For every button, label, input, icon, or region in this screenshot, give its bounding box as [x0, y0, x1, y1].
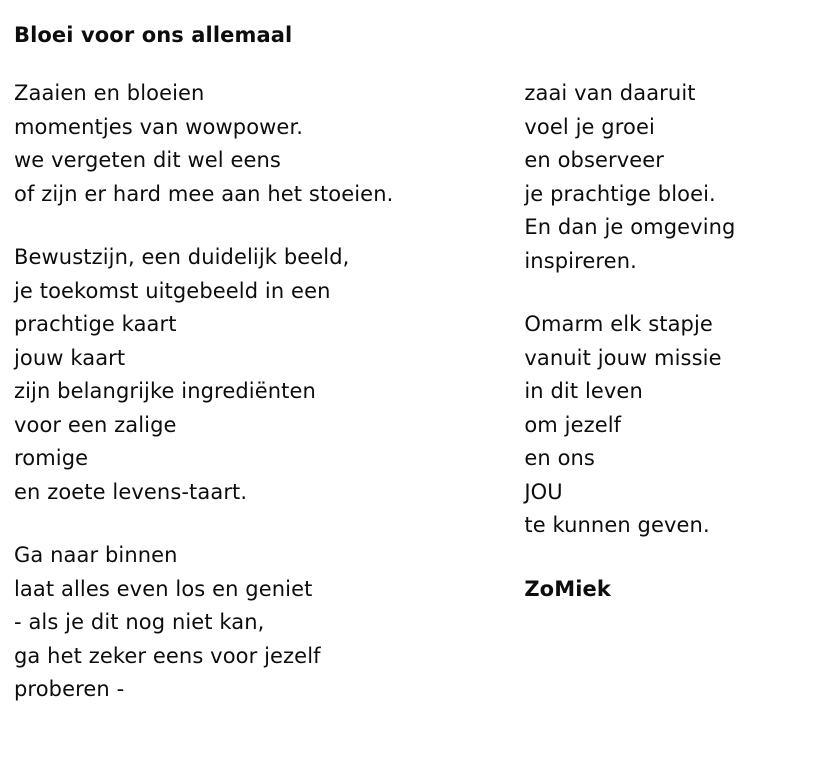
poem-line: om jezelf — [524, 412, 622, 437]
poem-line: inspireren. — [524, 248, 637, 273]
poem-line: Zaaien en bloeien — [14, 81, 205, 106]
poem-line: Bewustzijn, een duidelijk beeld, — [14, 245, 350, 270]
poem-line: vanuit jouw missie — [524, 345, 722, 370]
poem-line: je toekomst uitgebeeld in een — [14, 278, 331, 303]
stanza — [524, 77, 810, 278]
stanza — [14, 241, 514, 509]
poem-line: en zoete levens-taart. — [14, 479, 248, 504]
poem-line: je prachtige bloei. — [524, 181, 716, 206]
poem-line: te kunnen geven. — [524, 513, 710, 538]
stanza — [14, 77, 514, 211]
poem-line: momentjes van wowpower. — [14, 114, 304, 139]
poem-line: proberen - — [14, 677, 125, 702]
page-title: Bloei voor ons allemaal — [14, 23, 293, 47]
poem-column-left — [14, 77, 524, 707]
poem-column-right — [524, 77, 810, 606]
poem-line: voor een zalige — [14, 412, 177, 437]
poem-line: of zijn er hard mee aan het stoeien. — [14, 181, 394, 206]
poem-line: - als je dit nog niet kan, — [14, 610, 265, 635]
poem-line: we vergeten dit wel eens — [14, 148, 281, 173]
poem-columns — [14, 77, 810, 707]
poem-line: prachtige kaart — [14, 312, 177, 337]
poem-line: zaai van daaruit — [524, 81, 696, 106]
poem-line: En dan je omgeving — [524, 215, 736, 240]
poem-line: ga het zeker eens voor jezelf — [14, 643, 321, 668]
poem-line: jouw kaart — [14, 345, 126, 370]
poem-line: zijn belangrijke ingrediënten — [14, 379, 316, 404]
author-signature: ZoMiek — [524, 576, 611, 601]
poem-line: in dit leven — [524, 379, 643, 404]
stanza — [14, 539, 514, 707]
stanza — [524, 308, 810, 543]
poem-line: en observeer — [524, 148, 665, 173]
poem-line: Ga naar binnen — [14, 543, 178, 568]
poem-line: laat alles even los en geniet — [14, 576, 313, 601]
poem-line: voel je groei — [524, 114, 655, 139]
poem-line: en ons — [524, 446, 595, 471]
poem-line: Omarm elk stapje — [524, 312, 713, 337]
poem-line: romige — [14, 446, 89, 471]
poem-line: JOU — [524, 479, 563, 504]
